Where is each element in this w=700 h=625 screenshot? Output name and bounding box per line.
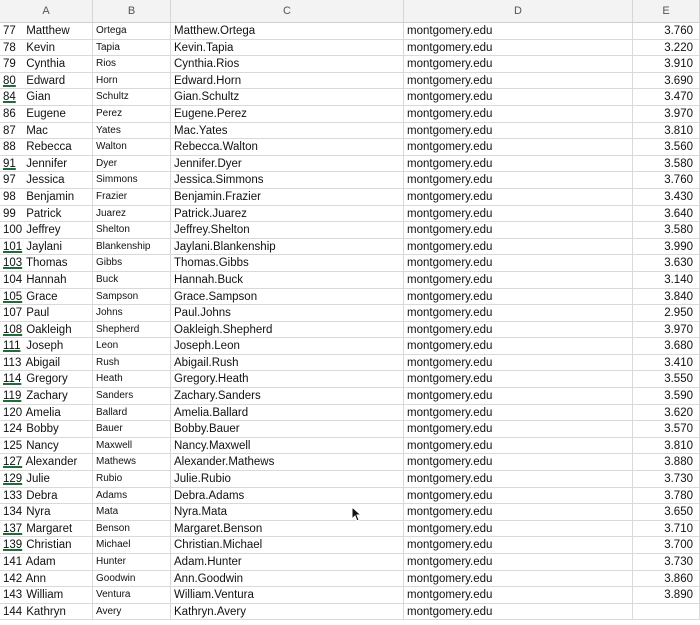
cell-username[interactable]: Nancy.Maxwell	[171, 438, 404, 455]
first-name: Jeffrey	[26, 224, 61, 237]
cell-last-name[interactable]: Ballard	[93, 405, 171, 422]
cell-last-name[interactable]: Rubio	[93, 471, 171, 488]
cell-last-name[interactable]: Mathews	[93, 454, 171, 471]
cell-domain[interactable]: montgomery.edu	[404, 322, 633, 339]
cell-username[interactable]: Mac.Yates	[171, 123, 404, 140]
cell-last-name[interactable]: Yates	[93, 123, 171, 140]
cell-domain[interactable]: montgomery.edu	[404, 189, 633, 206]
cell-gpa[interactable]: 3.580	[633, 156, 700, 173]
first-name: Eugene	[26, 107, 66, 120]
cell-id-first[interactable]	[0, 571, 93, 588]
cell-domain[interactable]: montgomery.edu	[404, 471, 633, 488]
cell-id-first[interactable]	[0, 206, 93, 223]
cell-username[interactable]: Debra.Adams	[171, 488, 404, 505]
column-header-bar	[0, 0, 700, 23]
cell-domain[interactable]: montgomery.edu	[404, 40, 633, 57]
cell-gpa[interactable]: 3.650	[633, 504, 700, 521]
table-row	[0, 604, 700, 621]
student-id: 104	[3, 273, 23, 286]
table-row	[0, 421, 700, 438]
table-row	[0, 239, 700, 256]
cell-username[interactable]: Matthew.Ortega	[171, 23, 404, 40]
cell-gpa[interactable]: 3.840	[633, 289, 700, 306]
table-row	[0, 554, 700, 571]
cell-gpa[interactable]: 3.710	[633, 521, 700, 538]
table-row	[0, 172, 700, 189]
cell-domain[interactable]: montgomery.edu	[404, 438, 633, 455]
cell-last-name[interactable]: Shelton	[93, 222, 171, 239]
cell-gpa[interactable]: 3.730	[633, 471, 700, 488]
first-name: Oakleigh	[26, 323, 72, 336]
table-row	[0, 23, 700, 40]
cell-id-first[interactable]	[0, 156, 93, 173]
cell-last-name[interactable]: Juarez	[93, 206, 171, 223]
student-id: 137	[3, 522, 23, 535]
cell-gpa[interactable]: 2.950	[633, 305, 700, 322]
cell-username[interactable]: Eugene.Perez	[171, 106, 404, 123]
table-row	[0, 488, 700, 505]
cell-gpa[interactable]: 3.780	[633, 488, 700, 505]
cell-id-first[interactable]	[0, 239, 93, 256]
student-id: 101	[3, 240, 23, 253]
cell-id-first[interactable]	[0, 504, 93, 521]
cell-last-name[interactable]: Leon	[93, 338, 171, 355]
cell-domain[interactable]: montgomery.edu	[404, 156, 633, 173]
cell-gpa[interactable]: 3.580	[633, 222, 700, 239]
first-name: Rebecca	[26, 141, 72, 154]
cell-domain[interactable]: montgomery.edu	[404, 604, 633, 621]
cell-domain[interactable]: montgomery.edu	[404, 56, 633, 73]
cell-id-first[interactable]	[0, 521, 93, 538]
student-id: 108	[3, 323, 23, 336]
cell-gpa[interactable]: 3.680	[633, 338, 700, 355]
cell-id-first[interactable]	[0, 172, 93, 189]
cell-domain[interactable]: montgomery.edu	[404, 89, 633, 106]
cell-last-name[interactable]: Avery	[93, 604, 171, 621]
cell-last-name[interactable]: Tapia	[93, 40, 171, 57]
table-row	[0, 322, 700, 339]
cell-gpa[interactable]: 3.570	[633, 421, 700, 438]
cell-id-first[interactable]	[0, 189, 93, 206]
cell-username[interactable]: Bobby.Bauer	[171, 421, 404, 438]
cell-domain[interactable]: montgomery.edu	[404, 521, 633, 538]
cell-domain[interactable]: montgomery.edu	[404, 488, 633, 505]
student-id: 111	[3, 340, 21, 353]
cell-id-first[interactable]	[0, 272, 93, 289]
cell-grid	[0, 23, 700, 620]
first-name: Abigail	[25, 356, 61, 369]
first-name: Jaylani	[26, 240, 63, 253]
cell-id-first[interactable]	[0, 305, 93, 322]
cell-gpa[interactable]: 3.760	[633, 172, 700, 189]
cell-id-first[interactable]	[0, 604, 93, 621]
table-row	[0, 454, 700, 471]
cell-username[interactable]: Kevin.Tapia	[171, 40, 404, 57]
cell-username[interactable]: Alexander.Mathews	[171, 454, 404, 471]
cell-last-name[interactable]: Shepherd	[93, 322, 171, 339]
table-row	[0, 189, 700, 206]
cell-id-first[interactable]	[0, 405, 93, 422]
first-name: Paul	[26, 307, 50, 320]
cell-last-name[interactable]: Ortega	[93, 23, 171, 40]
cell-username[interactable]: Zachary.Sanders	[171, 388, 404, 405]
table-row	[0, 371, 700, 388]
first-name: Zachary	[26, 390, 68, 403]
first-name: Cynthia	[26, 58, 66, 71]
student-id: 144	[3, 605, 23, 618]
cell-domain[interactable]: montgomery.edu	[404, 123, 633, 140]
cell-gpa[interactable]: 3.970	[633, 322, 700, 339]
cell-domain[interactable]: montgomery.edu	[404, 239, 633, 256]
cell-username[interactable]: Abigail.Rush	[171, 355, 404, 372]
cell-id-first[interactable]	[0, 322, 93, 339]
cell-last-name[interactable]: Sampson	[93, 289, 171, 306]
cell-domain[interactable]: montgomery.edu	[404, 405, 633, 422]
column-header-e[interactable]: E	[633, 0, 700, 22]
student-id: 125	[3, 439, 23, 452]
student-id: 139	[3, 539, 23, 552]
cell-gpa[interactable]: 3.550	[633, 371, 700, 388]
cell-last-name[interactable]: Dyer	[93, 156, 171, 173]
table-row	[0, 156, 700, 173]
student-id: 86	[3, 107, 16, 120]
cell-username[interactable]: Julie.Rubio	[171, 471, 404, 488]
cell-username[interactable]: Jaylani.Blankenship	[171, 239, 404, 256]
first-name: Joseph	[26, 340, 64, 353]
cell-domain[interactable]: montgomery.edu	[404, 272, 633, 289]
cell-last-name[interactable]: Buck	[93, 272, 171, 289]
cell-gpa[interactable]: 3.890	[633, 587, 700, 604]
cell-id-first[interactable]	[0, 488, 93, 505]
cell-domain[interactable]: montgomery.edu	[404, 554, 633, 571]
cell-username[interactable]: Gian.Schultz	[171, 89, 404, 106]
student-id: 78	[3, 41, 16, 54]
cell-last-name[interactable]: Ventura	[93, 587, 171, 604]
cell-gpa[interactable]: 3.630	[633, 255, 700, 272]
table-row	[0, 571, 700, 588]
cell-last-name[interactable]: Hunter	[93, 554, 171, 571]
first-name: Bobby	[26, 423, 59, 436]
cell-gpa[interactable]: 3.590	[633, 388, 700, 405]
cell-gpa[interactable]: 3.990	[633, 239, 700, 256]
cell-domain[interactable]: montgomery.edu	[404, 355, 633, 372]
cell-domain[interactable]: montgomery.edu	[404, 571, 633, 588]
cell-domain[interactable]: montgomery.edu	[404, 305, 633, 322]
cell-id-first[interactable]	[0, 338, 93, 355]
table-row	[0, 438, 700, 455]
first-name: Julie	[26, 473, 50, 486]
table-row	[0, 89, 700, 106]
table-row	[0, 222, 700, 239]
table-row	[0, 504, 700, 521]
first-name: Gregory	[26, 373, 68, 386]
first-name: Adam	[25, 556, 56, 568]
table-row	[0, 355, 700, 372]
cell-last-name[interactable]: Horn	[93, 73, 171, 90]
cell-gpa[interactable]: 3.700	[633, 537, 700, 554]
cell-last-name[interactable]: Goodwin	[93, 571, 171, 588]
student-id: 129	[3, 473, 23, 486]
column-header-b[interactable]: B	[93, 0, 171, 22]
cell-username[interactable]: Adam.Hunter	[171, 554, 404, 571]
first-name: Jessica	[26, 174, 65, 187]
student-id: 99	[3, 207, 16, 220]
cell-domain[interactable]: montgomery.edu	[404, 139, 633, 156]
cell-domain[interactable]: montgomery.edu	[404, 222, 633, 239]
cell-gpa[interactable]: 3.470	[633, 89, 700, 106]
cell-gpa[interactable]: 3.410	[633, 355, 700, 372]
cell-id-first[interactable]	[0, 222, 93, 239]
cell-domain[interactable]: montgomery.edu	[404, 587, 633, 604]
cell-last-name[interactable]: Schultz	[93, 89, 171, 106]
cell-username[interactable]: Kathryn.Avery	[171, 604, 404, 621]
cell-id-first[interactable]	[0, 56, 93, 73]
cell-username[interactable]: Benjamin.Frazier	[171, 189, 404, 206]
cell-domain[interactable]: montgomery.edu	[404, 206, 633, 223]
first-name: Jennifer	[26, 157, 68, 170]
cell-id-first[interactable]	[0, 139, 93, 156]
cell-last-name[interactable]: Simmons	[93, 172, 171, 189]
table-row	[0, 521, 700, 538]
first-name: Ann	[25, 572, 47, 585]
cell-gpa[interactable]: 3.430	[633, 189, 700, 206]
cell-username[interactable]: Grace.Sampson	[171, 289, 404, 306]
column-header-d[interactable]: D	[404, 0, 633, 22]
student-id: 107	[3, 307, 23, 320]
student-id: 79	[3, 58, 16, 71]
student-id: 97	[3, 174, 16, 187]
column-header-a[interactable]: A	[0, 0, 93, 22]
cell-last-name[interactable]: Blankenship	[93, 239, 171, 256]
cell-domain[interactable]: montgomery.edu	[404, 255, 633, 272]
cell-id-first[interactable]	[0, 40, 93, 57]
cell-gpa[interactable]: 3.690	[633, 73, 700, 90]
cell-gpa[interactable]: 3.140	[633, 272, 700, 289]
cell-id-first[interactable]	[0, 421, 93, 438]
cell-id-first[interactable]	[0, 73, 93, 90]
student-id: 141	[3, 556, 23, 568]
student-id: 103	[3, 257, 23, 270]
first-name: Gian	[26, 91, 51, 104]
cell-id-first[interactable]	[0, 438, 93, 455]
cell-domain[interactable]: montgomery.edu	[404, 106, 633, 123]
cell-last-name[interactable]: Heath	[93, 371, 171, 388]
cell-gpa[interactable]: 3.810	[633, 438, 700, 455]
cell-gpa[interactable]: 3.220	[633, 40, 700, 57]
student-id: 87	[3, 124, 16, 137]
cell-domain[interactable]: montgomery.edu	[404, 537, 633, 554]
cell-id-first[interactable]	[0, 554, 93, 571]
first-name: Benjamin	[26, 190, 75, 203]
first-name: Matthew	[26, 25, 70, 37]
cell-gpa[interactable]: 3.560	[633, 139, 700, 156]
table-row	[0, 123, 700, 140]
cell-gpa[interactable]: 3.620	[633, 405, 700, 422]
student-id: 77	[3, 25, 16, 37]
student-id: 120	[3, 406, 23, 419]
cell-id-first[interactable]	[0, 537, 93, 554]
cell-domain[interactable]: montgomery.edu	[404, 421, 633, 438]
table-row	[0, 305, 700, 322]
cell-gpa[interactable]: 3.970	[633, 106, 700, 123]
cell-username[interactable]: Patrick.Juarez	[171, 206, 404, 223]
table-row	[0, 289, 700, 306]
table-row	[0, 388, 700, 405]
cell-gpa[interactable]: 3.880	[633, 454, 700, 471]
cell-username[interactable]: Ann.Goodwin	[171, 571, 404, 588]
cell-last-name[interactable]: Gibbs	[93, 255, 171, 272]
cell-username[interactable]: Thomas.Gibbs	[171, 255, 404, 272]
first-name: Margaret	[26, 522, 73, 535]
cell-username[interactable]: Jeffrey.Shelton	[171, 222, 404, 239]
student-id: 114	[3, 373, 22, 386]
cell-username[interactable]: Paul.Johns	[171, 305, 404, 322]
cell-username[interactable]: Joseph.Leon	[171, 338, 404, 355]
cell-id-first[interactable]	[0, 289, 93, 306]
first-name: Patrick	[26, 207, 62, 220]
cell-id-first[interactable]	[0, 355, 93, 372]
table-row	[0, 471, 700, 488]
cell-last-name[interactable]: Maxwell	[93, 438, 171, 455]
first-name: Thomas	[26, 257, 68, 270]
cell-gpa[interactable]	[633, 604, 700, 621]
cell-username[interactable]: Cynthia.Rios	[171, 56, 404, 73]
cell-username[interactable]: Christian.Michael	[171, 537, 404, 554]
cell-last-name[interactable]: Walton	[93, 139, 171, 156]
cell-last-name[interactable]: Rush	[93, 355, 171, 372]
table-row	[0, 40, 700, 57]
cell-gpa[interactable]: 3.760	[633, 23, 700, 40]
student-id: 84	[3, 91, 16, 104]
first-name: Nancy	[26, 439, 59, 452]
cell-id-first[interactable]	[0, 388, 93, 405]
table-row	[0, 587, 700, 604]
cell-username[interactable]: Jennifer.Dyer	[171, 156, 404, 173]
student-id: 91	[3, 157, 16, 170]
cell-id-first[interactable]	[0, 89, 93, 106]
cell-id-first[interactable]	[0, 106, 93, 123]
cell-last-name[interactable]: Michael	[93, 537, 171, 554]
table-row	[0, 56, 700, 73]
cell-id-first[interactable]	[0, 23, 93, 40]
cell-last-name[interactable]: Johns	[93, 305, 171, 322]
student-id: 98	[3, 190, 16, 203]
cell-domain[interactable]: montgomery.edu	[404, 504, 633, 521]
cell-domain[interactable]: montgomery.edu	[404, 73, 633, 90]
first-name: Hannah	[26, 273, 67, 286]
first-name: Nyra	[26, 506, 51, 519]
student-id: 100	[3, 224, 23, 237]
cell-domain[interactable]: montgomery.edu	[404, 172, 633, 189]
cell-gpa[interactable]: 3.860	[633, 571, 700, 588]
first-name: Alexander	[25, 456, 78, 469]
cell-last-name[interactable]: Mata	[93, 504, 171, 521]
cell-last-name[interactable]: Adams	[93, 488, 171, 505]
cell-gpa[interactable]: 3.910	[633, 56, 700, 73]
cell-username[interactable]: Jessica.Simmons	[171, 172, 404, 189]
cell-domain[interactable]: montgomery.edu	[404, 338, 633, 355]
cell-gpa[interactable]: 3.640	[633, 206, 700, 223]
student-id: 134	[3, 506, 23, 519]
cell-gpa[interactable]: 3.730	[633, 554, 700, 571]
mouse-pointer-icon	[351, 506, 363, 522]
cell-id-first[interactable]	[0, 454, 93, 471]
cell-id-first[interactable]	[0, 471, 93, 488]
student-id: 105	[3, 290, 23, 303]
cell-id-first[interactable]	[0, 123, 93, 140]
cell-username[interactable]: Edward.Horn	[171, 73, 404, 90]
table-row	[0, 272, 700, 289]
cell-last-name[interactable]: Sanders	[93, 388, 171, 405]
student-id: 119	[3, 390, 22, 403]
first-name: Kathryn	[26, 605, 66, 618]
first-name: Christian	[26, 539, 72, 552]
cell-last-name[interactable]: Rios	[93, 56, 171, 73]
table-row	[0, 206, 700, 223]
table-row	[0, 106, 700, 123]
student-id: 80	[3, 74, 16, 87]
cell-gpa[interactable]: 3.810	[633, 123, 700, 140]
cell-last-name[interactable]: Bauer	[93, 421, 171, 438]
cell-username[interactable]: Hannah.Buck	[171, 272, 404, 289]
cell-username[interactable]: Rebecca.Walton	[171, 139, 404, 156]
first-name: Edward	[26, 74, 66, 87]
cell-username[interactable]: William.Ventura	[171, 587, 404, 604]
cell-domain[interactable]: montgomery.edu	[404, 289, 633, 306]
table-row	[0, 338, 700, 355]
student-id: 124	[3, 423, 23, 436]
cell-last-name[interactable]: Frazier	[93, 189, 171, 206]
cell-username[interactable]: Oakleigh.Shepherd	[171, 322, 404, 339]
table-row	[0, 139, 700, 156]
table-row	[0, 73, 700, 90]
cell-domain[interactable]: montgomery.edu	[404, 388, 633, 405]
cell-domain[interactable]: montgomery.edu	[404, 371, 633, 388]
table-row	[0, 405, 700, 422]
cell-id-first[interactable]	[0, 587, 93, 604]
first-name: William	[26, 589, 64, 602]
column-header-c[interactable]: C	[171, 0, 404, 22]
table-row	[0, 255, 700, 272]
table-row	[0, 537, 700, 554]
student-id: 143	[3, 589, 23, 602]
student-id: 127	[3, 456, 23, 469]
student-id: 133	[3, 489, 23, 502]
cell-username[interactable]: Gregory.Heath	[171, 371, 404, 388]
cell-domain[interactable]: montgomery.edu	[404, 23, 633, 40]
cell-id-first[interactable]	[0, 371, 93, 388]
first-name: Mac	[26, 124, 48, 137]
cell-domain[interactable]: montgomery.edu	[404, 454, 633, 471]
student-id: 113	[3, 356, 22, 369]
cell-id-first[interactable]	[0, 255, 93, 272]
first-name: Grace	[26, 290, 58, 303]
cell-username[interactable]: Nyra.Mata	[171, 504, 404, 521]
student-id: 142	[3, 572, 23, 585]
cell-last-name[interactable]: Perez	[93, 106, 171, 123]
cell-last-name[interactable]: Benson	[93, 521, 171, 538]
cell-username[interactable]: Margaret.Benson	[171, 521, 404, 538]
student-id: 88	[3, 141, 16, 154]
first-name: Amelia	[25, 406, 61, 419]
first-name: Kevin	[26, 41, 55, 54]
first-name: Debra	[26, 489, 58, 502]
cell-username[interactable]: Amelia.Ballard	[171, 405, 404, 422]
